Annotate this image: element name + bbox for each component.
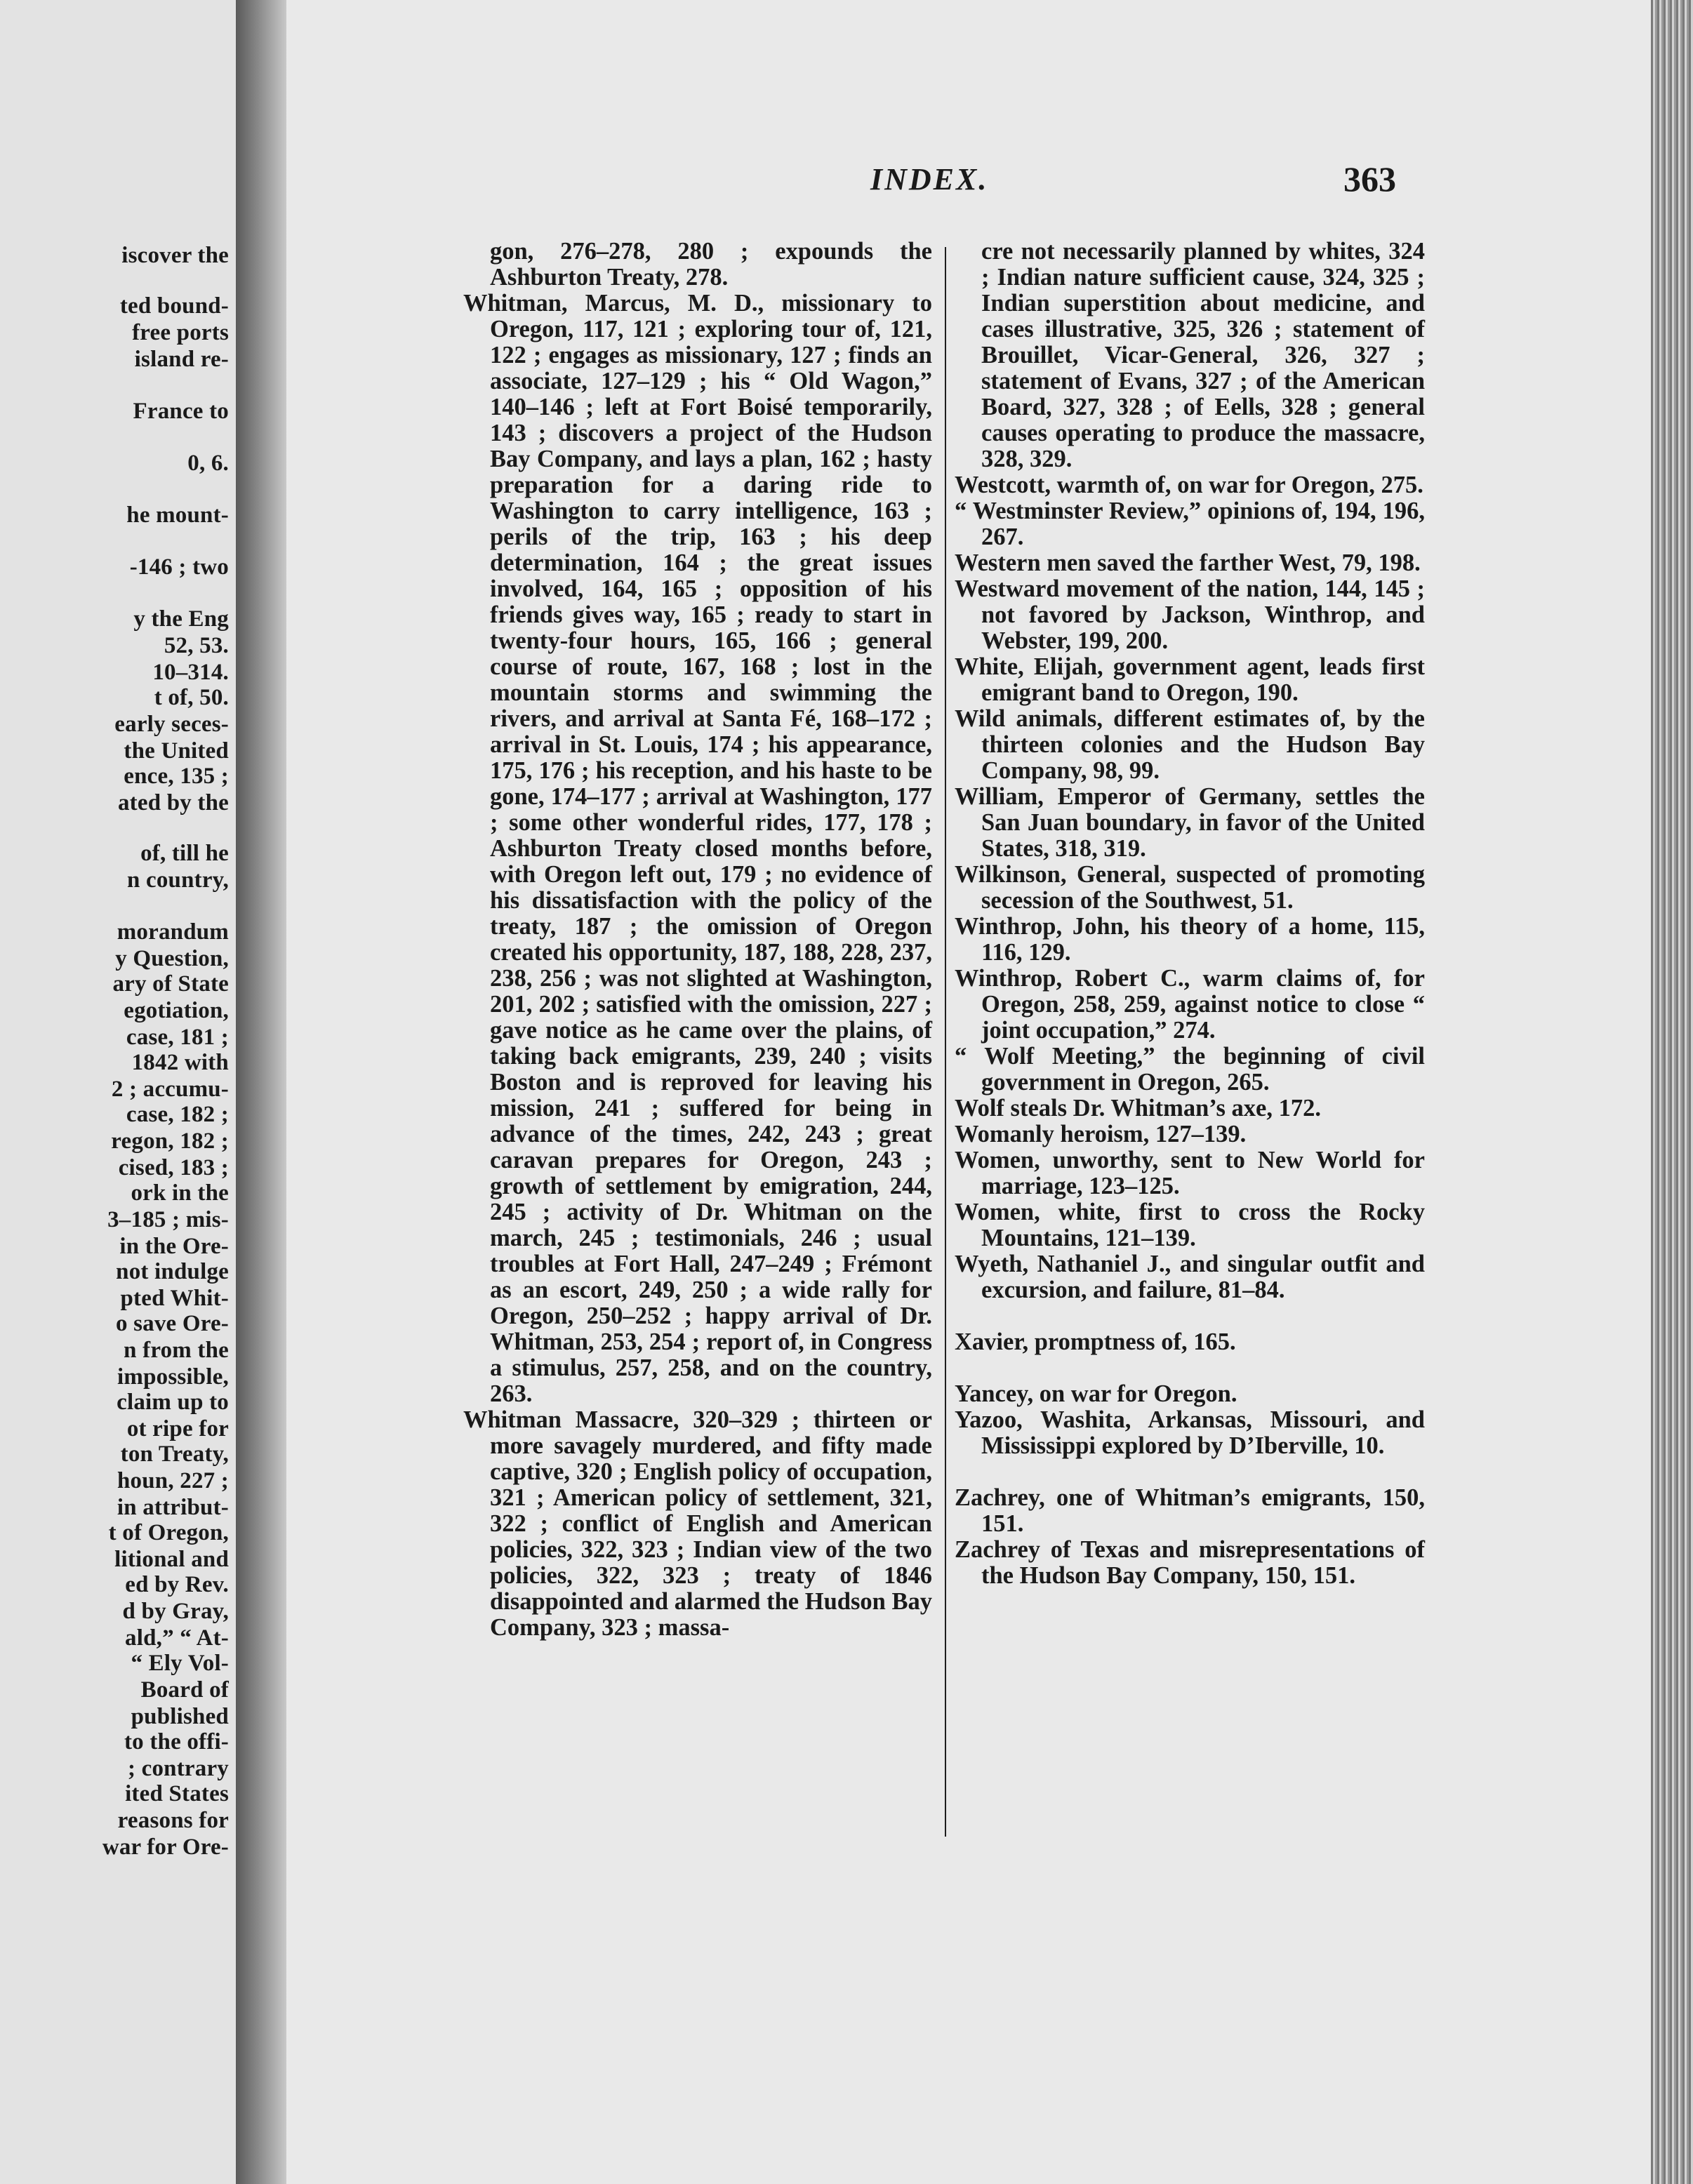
left-page-line: ated by the — [117, 790, 229, 815]
left-page-line: 10–314. — [152, 660, 229, 685]
left-page-line: o save Ore- — [115, 1311, 229, 1336]
left-page-line: t of Oregon, — [108, 1520, 229, 1545]
left-page-line: 3–185 ; mis- — [107, 1207, 229, 1232]
left-page-line: Board of — [140, 1677, 229, 1703]
left-page-line: in the Ore- — [119, 1234, 229, 1259]
index-entry: William, Emperor of Germany, settles the San Juan boundary, in favor of the United States, 318, 319. — [955, 783, 1425, 862]
left-page-line: 52, 53. — [164, 633, 229, 658]
left-page-line: n country, — [126, 867, 229, 893]
book-gutter — [236, 0, 286, 2184]
left-page-line: ited States — [125, 1781, 229, 1806]
page-number: 363 — [1343, 159, 1396, 199]
left-page-line: ary of State — [112, 971, 229, 997]
index-entry: cre not necessarily planned by whites, 324 ; Indian nature sufficient cause, 324, 325 ; Indian superstition about medicine, and cases illustrative, 325, 326 ; statement of Brouillet, Vicar-General, 326, 327 ; statement of Evans, 327 ; of the American Board, 327, 328 ; of Eells, 328 ; general causes operating to produce the massacre, 328, 329. — [981, 238, 1425, 472]
left-page-line: -146 ; two — [129, 554, 229, 580]
index-entry: White, Elijah, government agent, leads first emigrant band to Oregon, 190. — [955, 653, 1425, 706]
left-page-line: 2 ; accumu- — [111, 1077, 229, 1102]
index-entry: Westward movement of the nation, 144, 145 ; not favored by Jackson, Winthrop, and Webster, 199, 200. — [955, 575, 1425, 654]
left-page-line: to the offi- — [124, 1729, 229, 1754]
left-page-line: y Question, — [115, 946, 229, 971]
index-entry: “ Wolf Meeting,” the beginning of civil government in Oregon, 265. — [955, 1043, 1425, 1096]
left-page-line: houn, 227 ; — [117, 1468, 229, 1493]
left-page-line: t of, 50. — [154, 685, 229, 710]
left-page-line: ot ripe for — [126, 1416, 229, 1441]
left-page-line: reasons for — [117, 1808, 229, 1833]
page-edge — [1651, 0, 1693, 2184]
running-head: INDEX. — [870, 162, 989, 197]
column-divider — [945, 247, 946, 1837]
left-page-text-fragments — [0, 0, 229, 2184]
index-entry: Wild animals, different estimates of, by the thirteen colonies and the Hudson Bay Company, 98, 99. — [955, 705, 1425, 784]
left-page-line: claim up to — [117, 1390, 229, 1415]
left-page-line: litional and — [114, 1547, 229, 1572]
index-entry: Women, white, first to cross the Rocky Mountains, 121–139. — [955, 1199, 1425, 1251]
index-entry: Zachrey, one of Whitman’s emigrants, 150, 151. — [955, 1484, 1425, 1537]
left-page-line: 1842 with — [131, 1050, 229, 1075]
index-column-left — [463, 239, 932, 1641]
left-page-line: case, 181 ; — [126, 1025, 229, 1050]
left-page-line: impossible, — [117, 1364, 229, 1390]
left-page-line: in attribut- — [117, 1495, 229, 1520]
index-entry: Women, unworthy, sent to New World for marriage, 123–125. — [955, 1147, 1425, 1199]
left-page-line: war for Ore- — [102, 1835, 229, 1860]
left-page-line: island re- — [134, 347, 229, 372]
index-entry: Xavier, promptness of, 165. — [955, 1329, 1236, 1355]
left-page-line: France to — [133, 399, 229, 424]
left-page-line: the United — [124, 738, 229, 764]
index-entry: Womanly heroism, 127–139. — [955, 1121, 1247, 1147]
left-page-line: 0, 6. — [187, 451, 229, 476]
index-entry: Whitman Massacre, 320–329 ; thirteen or more savagely murdered, and fifty made captive, 320 ; English policy of occupation, 321 ; American policy of settlement, 321, 322 ; conflict of English and American policies, 322, 323 ; Indian view of the two policies, 322, 323 ; treaty of 1846 disappointed and alarmed the Hudson Bay Company, 323 ; massa- — [463, 1406, 932, 1641]
left-page-line: y the Eng — [133, 606, 229, 632]
left-page-line: published — [131, 1704, 229, 1729]
left-page-line: ted bound- — [119, 293, 229, 319]
index-entry: “ Westminster Review,” opinions of, 194, 196, 267. — [955, 498, 1425, 550]
left-page-line: ; contrary — [127, 1756, 229, 1781]
left-page-line: n from the — [124, 1338, 229, 1363]
left-page-line: ed by Rev. — [125, 1572, 229, 1597]
left-page-line: ence, 135 ; — [124, 764, 229, 789]
left-page-line: cised, 183 ; — [118, 1155, 229, 1180]
left-page-line: of, till he — [140, 841, 229, 866]
index-entry: Winthrop, John, his theory of a home, 115, 116, 129. — [955, 913, 1425, 966]
left-page-line: he mount- — [126, 502, 229, 528]
left-page-line: ton Treaty, — [120, 1441, 229, 1467]
index-entry: Zachrey of Texas and misrepresentations of the Hudson Bay Company, 150, 151. — [955, 1536, 1425, 1589]
index-entry: Yazoo, Washita, Arkansas, Missouri, and Mississippi explored by D’Iberville, 10. — [955, 1406, 1425, 1459]
left-page-line: morandum — [117, 919, 229, 945]
left-page-line: ald,” “ At- — [125, 1625, 229, 1651]
left-page-line: egotiation, — [124, 998, 229, 1023]
left-page-line: case, 182 ; — [126, 1102, 229, 1127]
index-entry: Western men saved the farther West, 79, 198. — [955, 550, 1421, 576]
left-page-line: free ports — [132, 320, 229, 345]
index-entry: Whitman, Marcus, M. D., missionary to Oregon, 117, 121 ; exploring tour of, 121, 122 ; engages as missionary, 127 ; finds an associate, 127–129 ; his “ Old Wagon,” 140–146 ; left at Fort Boisé temporarily, 143 ; discovers a project of the Hudson Bay Company, and lays a plan, 162 ; hasty preparation for a daring ride to Washington to carry intelligence, 163 ; perils of the trip, 163 ; his deep determination, 164 ; the great issues involved, 164, 165 ; opposition of his friends gives way, 165 ; ready to start in twenty-four hours, 165, 166 ; general course of route, 167, 168 ; lost in the mountain storms and swimming the rivers, and arrival at Santa Fé, 168–172 ; arrival in St. Louis, 174 ; his appearance, 175, 176 ; his reception, and his haste to be gone, 174–177 ; arrival at Washington, 177 ; some other wonderful rides, 177, 178 ; Ashburton Treaty closed months before, with Oregon left out, 179 ; no evidence of his dissatisfaction with the policy of the treaty, 187 ; the omission of Oregon created his opportunity, 187, 188, 228, 237, 238, 256 ; was not slighted at Washington, 201, 202 ; satisfied with the omission, 227 ; gave notice as he came over the plains, of taking back emigrants, 239, 240 ; visits Boston and is reproved for leaving his mission, 241 ; suffered for being in advance of the times, 242, 243 ; great caravan prepares for Oregon, 243 ; growth of settlement by emigration, 244, 245 ; activity of Dr. Whitman on the march, 245 ; testimonials, 246 ; usual troubles at Fort Hall, 247–249 ; Frémont as an escort, 249, 250 ; a wide rally for Oregon, 250–252 ; happy arrival of Dr. Whitman, 253, 254 ; report of, in Congress a stimulus, 257, 258, and on the country, 263. — [463, 290, 932, 1407]
index-entry: gon, 276–278, 280 ; expounds the Ashburton Treaty, 278. — [490, 238, 932, 291]
index-entry: Wilkinson, General, suspected of promoting secession of the Southwest, 51. — [955, 861, 1425, 914]
left-page-line: iscover the — [121, 243, 229, 268]
index-entry: Westcott, warmth of, on war for Oregon, 275. — [955, 472, 1423, 498]
left-page-line: regon, 182 ; — [111, 1128, 229, 1154]
left-page-line: early seces- — [114, 712, 229, 737]
index-entry: Winthrop, Robert C., warm claims of, for Oregon, 258, 259, against notice to close “ joint occupation,” 274. — [955, 965, 1425, 1044]
left-page-line: d by Gray, — [122, 1599, 229, 1624]
left-page-line: “ Ely Vol- — [131, 1651, 229, 1676]
index-entry: Yancey, on war for Oregon. — [955, 1380, 1237, 1407]
left-page-line: ork in the — [131, 1180, 229, 1206]
left-facing-page — [0, 0, 236, 2184]
index-entry: Wyeth, Nathaniel J., and singular outfit and excursion, and failure, 81–84. — [955, 1251, 1425, 1303]
left-page-line: not indulge — [116, 1259, 229, 1284]
left-page-line: pted Whit- — [120, 1286, 229, 1311]
index-column-right — [955, 239, 1425, 1589]
index-entry: Wolf steals Dr. Whitman’s axe, 172. — [955, 1095, 1321, 1121]
